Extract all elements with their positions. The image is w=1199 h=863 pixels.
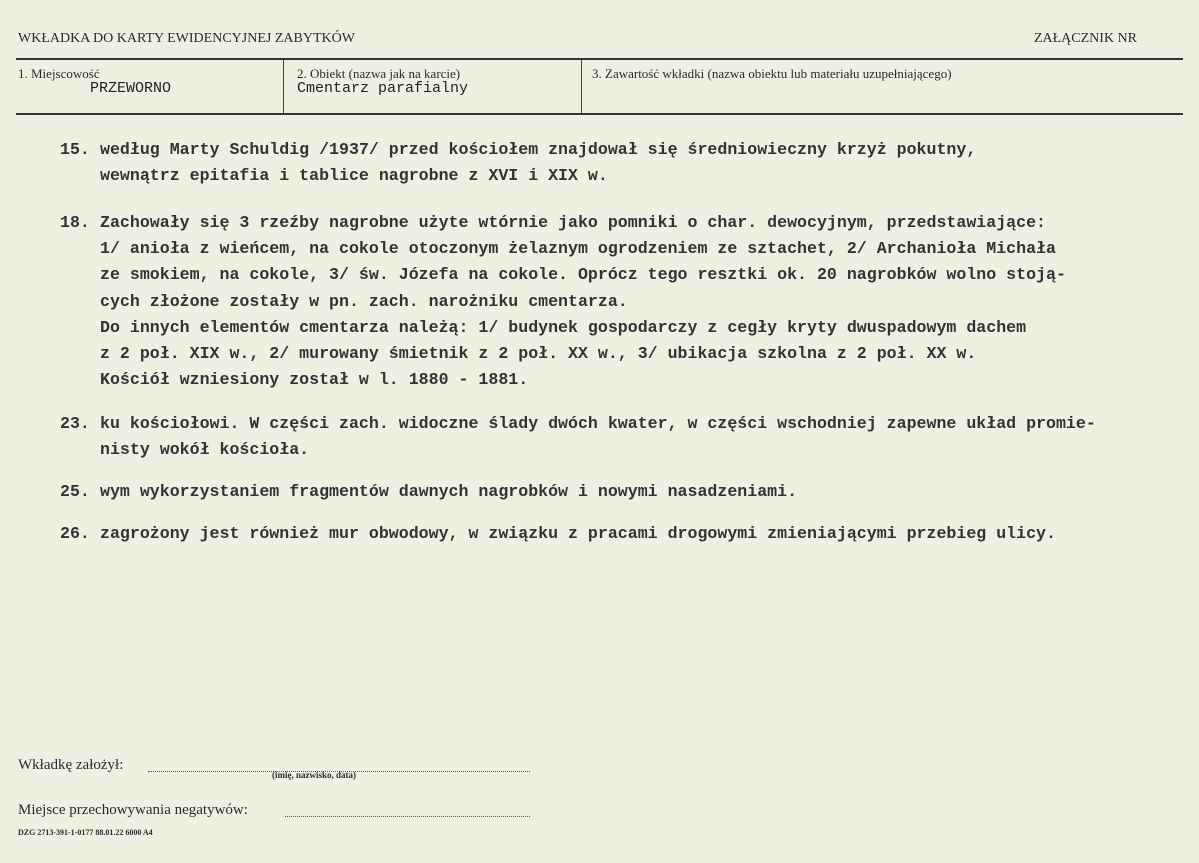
text-line: z 2 poł. XIX w., 2/ murowany śmietnik z 2 poł. XX w., 3/ ubikacja szkolna z 2 poł. XX w.	[100, 344, 977, 364]
text-line: Do innych elementów cmentarza należą: 1/ budynek gospodarczy z cegły kryty dwuspadowym dachem	[100, 317, 1027, 337]
paragraph-number: 23.	[60, 414, 90, 433]
annex-number-label: ZAŁĄCZNIK NR	[1033, 31, 1137, 46]
paragraph-text	[100, 210, 1066, 393]
paragraph-text	[100, 411, 1096, 463]
paragraph-number: 18.	[60, 213, 90, 232]
paragraph-number: 15.	[60, 140, 90, 159]
text-line: cych złożone zostały w pn. zach. narożniku cmentarza.	[100, 291, 628, 311]
text-line: zagrożony jest również mur obwodowy, w związku z pracami drogowymi zmieniającymi przebieg ulicy.	[100, 524, 1056, 543]
print-code: DZG 2713-391-1-0177 88.01.22 6000 A4	[18, 828, 153, 837]
field-value-locality: PRZEWORNO	[90, 80, 172, 97]
text-line: 1/ anioła z wieńcem, na cokole otoczonym żelaznym ogrodzeniem ze sztachet, 2/ Archanioła Michała	[100, 239, 1056, 259]
fields-divider	[16, 113, 1183, 115]
field-label-contents: 3. Zawartość wkładki (nazwa obiektu lub materiału uzupełniającego)	[592, 66, 952, 81]
text-line: wym wykorzystaniem fragmentów dawnych nagrobków i nowymi nasadzeniami.	[100, 482, 798, 501]
field-value-object: Cmentarz parafialny	[297, 80, 469, 97]
text-line: Zachowały się 3 rzeźby nagrobne użyte wtórnie jako pomniki o char. dewocyjnym, przedstawiające:	[100, 213, 1046, 232]
author-hint: (imię, nazwisko, data)	[272, 770, 356, 780]
text-line: nisty wokół kościoła.	[100, 440, 310, 460]
paragraph-text	[100, 137, 976, 189]
author-label: Wkładkę założył:	[18, 757, 124, 773]
negatives-label: Miejsce przechowywania negatywów:	[18, 802, 248, 818]
document-title: WKŁADKA DO KARTY EWIDENCYJNEJ ZABYTKÓW	[18, 31, 355, 46]
paragraph-number: 25.	[60, 482, 90, 501]
text-line: Kościół wzniesiony został w l. 1880 - 1881.	[100, 370, 529, 390]
paragraph-text	[100, 479, 797, 505]
text-line: ze smokiem, na cokole, 3/ św. Józefa na cokole. Oprócz tego resztki ok. 20 nagrobków wolno stoją-	[100, 265, 1066, 285]
text-line: ku kościołowi. W części zach. widoczne ślady dwóch kwater, w części wschodniej zapewne układ promie-	[100, 414, 1096, 433]
header-divider	[16, 58, 1183, 60]
paragraph-number: 26.	[60, 524, 90, 543]
cell-divider	[283, 60, 284, 114]
field-label-locality: 1. Miejscowość	[18, 66, 100, 81]
paragraph-text	[100, 521, 1056, 547]
cell-divider	[581, 60, 582, 114]
negatives-field[interactable]	[285, 816, 530, 817]
text-line: wewnątrz epitafia i tablice nagrobne z XVI i XIX w.	[100, 166, 608, 186]
text-line: według Marty Schuldig /1937/ przed kościołem znajdował się średniowieczny krzyż pokutny,	[100, 140, 977, 159]
field-label-object: 2. Obiekt (nazwa jak na karcie)	[297, 66, 461, 81]
